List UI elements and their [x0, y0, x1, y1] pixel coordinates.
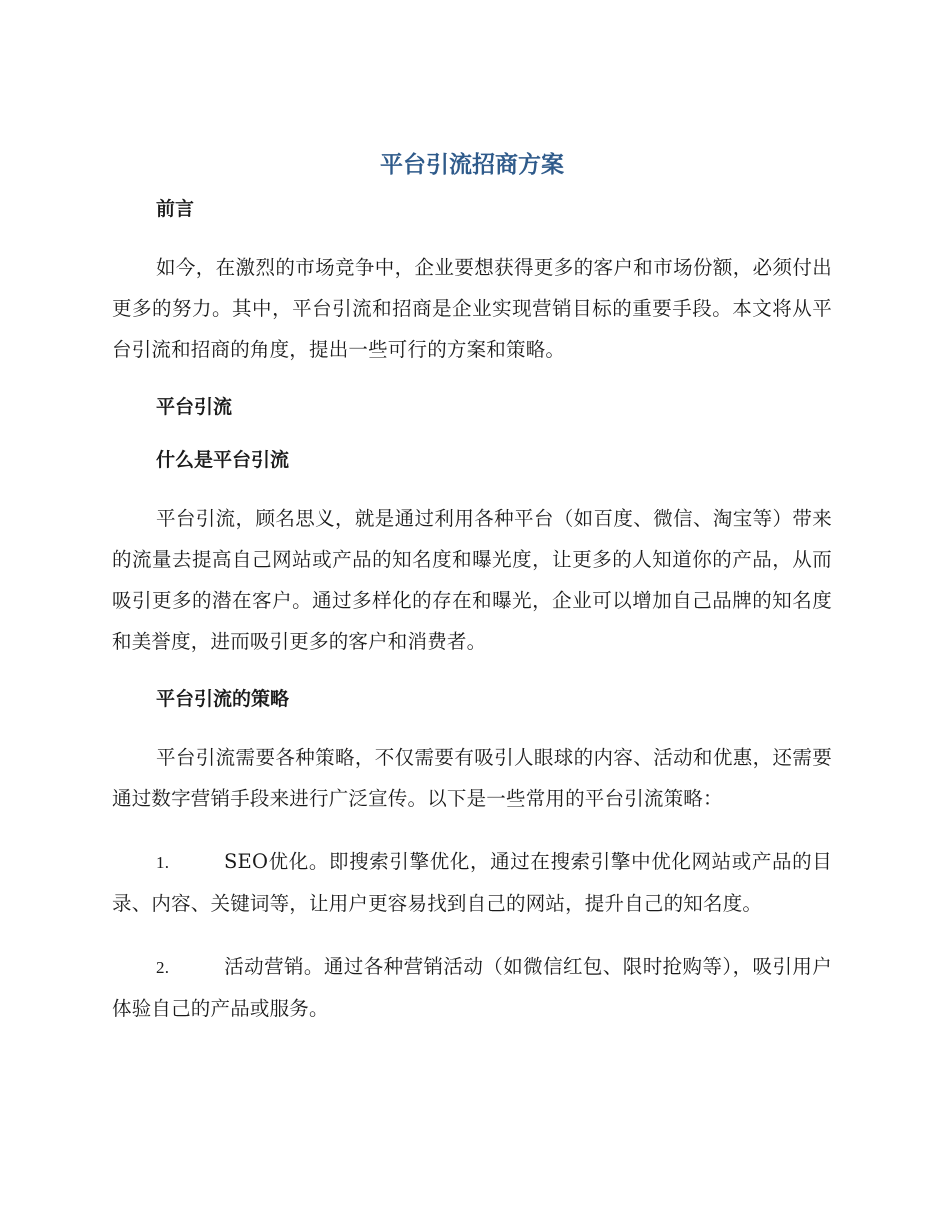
list-item-number: 2. — [156, 958, 170, 977]
strategy-paragraph: 平台引流需要各种策略，不仅需要有吸引人眼球的内容、活动和优惠，还需要通过数字营销手段来进行广泛宣传。以下是一些常用的平台引流策略： — [112, 746, 832, 810]
subsection-heading-what-is: 什么是平台引流 — [156, 449, 290, 471]
document-title: 平台引流招商方案 — [380, 152, 564, 178]
list-item-text: 活动营销。通过各种营销活动（如微信红包、限时抢购等），吸引用户体验自己的产品或服务。 — [112, 955, 832, 1020]
what-is-paragraph: 平台引流，顾名思义，就是通过利用各种平台（如百度、微信、淘宝等）带来的流量去提高自己网站或产品的知名度和曝光度，让更多的人知道你的产品，从而吸引更多的潜在客户。通过多样化的存在和曝光，企业可以增加自己品牌的知名度和美誉度，进而吸引更多的客户和消费者。 — [112, 507, 832, 653]
section-heading-platform-traffic: 平台引流 — [156, 396, 233, 418]
list-item — [112, 841, 832, 924]
list-item — [112, 946, 832, 1029]
subsection-heading-strategy: 平台引流的策略 — [156, 688, 290, 710]
list-item-number: 1. — [156, 853, 170, 872]
list-item-text: SEO优化。即搜索引擎优化，通过在搜索引擎中优化网站或产品的目录、内容、关键词等，让用户更容易找到自己的网站，提升自己的知名度。 — [112, 850, 832, 915]
section-heading-preface: 前言 — [156, 198, 195, 220]
preface-paragraph: 如今，在激烈的市场竞争中，企业要想获得更多的客户和市场份额，必须付出更多的努力。其中，平台引流和招商是企业实现营销目标的重要手段。本文将从平台引流和招商的角度，提出一些可行的方案和策略。 — [112, 256, 832, 361]
